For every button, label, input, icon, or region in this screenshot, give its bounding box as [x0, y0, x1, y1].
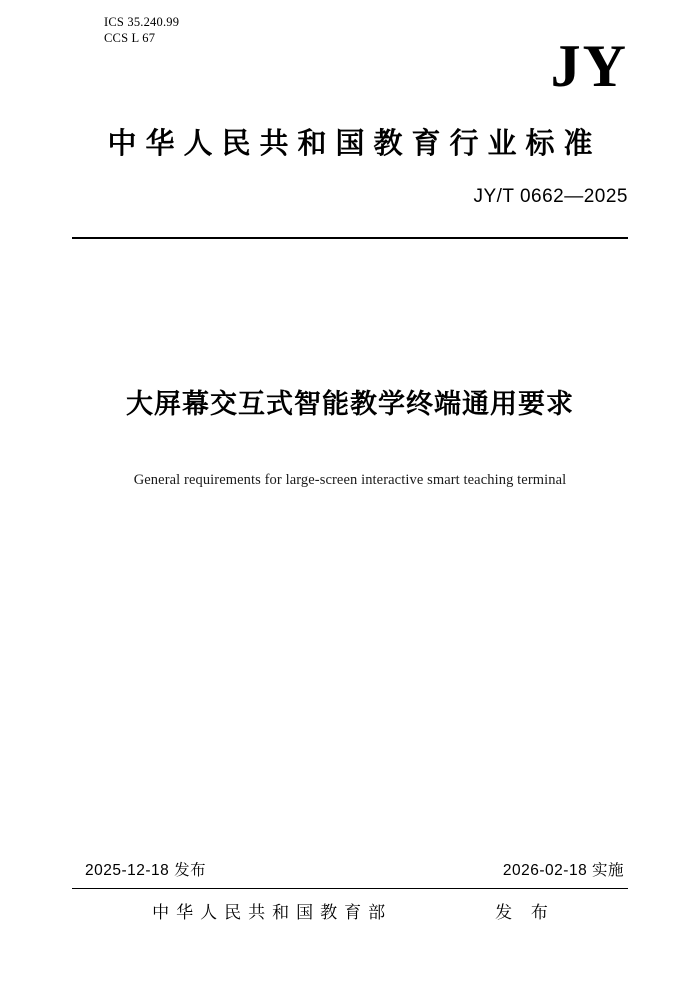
ics-code: ICS 35.240.99: [104, 15, 180, 29]
publisher-name: 中华人民共和国教育部: [152, 903, 393, 922]
standard-number: JY/T 0662—2025: [473, 186, 628, 207]
jy-logo: JY: [550, 33, 628, 99]
ccs-code: CCS L 67: [104, 31, 156, 45]
effective-date: 2026-02-18 实施: [502, 862, 624, 879]
issue-date: 2025-12-18 发布: [85, 862, 207, 879]
footer-divider: [72, 888, 628, 889]
header-divider: [72, 237, 628, 239]
authority-title: 中华人民共和国教育行业标准: [107, 128, 602, 160]
publisher-row: [72, 898, 628, 923]
publish-action: 发 布: [495, 903, 555, 922]
classification-codes: [104, 14, 179, 46]
document-title-chinese: 大屏幕交互式智能教学终端通用要求: [126, 389, 574, 419]
document-title-english: General requirements for large-screen interactive smart teaching terminal: [133, 472, 567, 488]
